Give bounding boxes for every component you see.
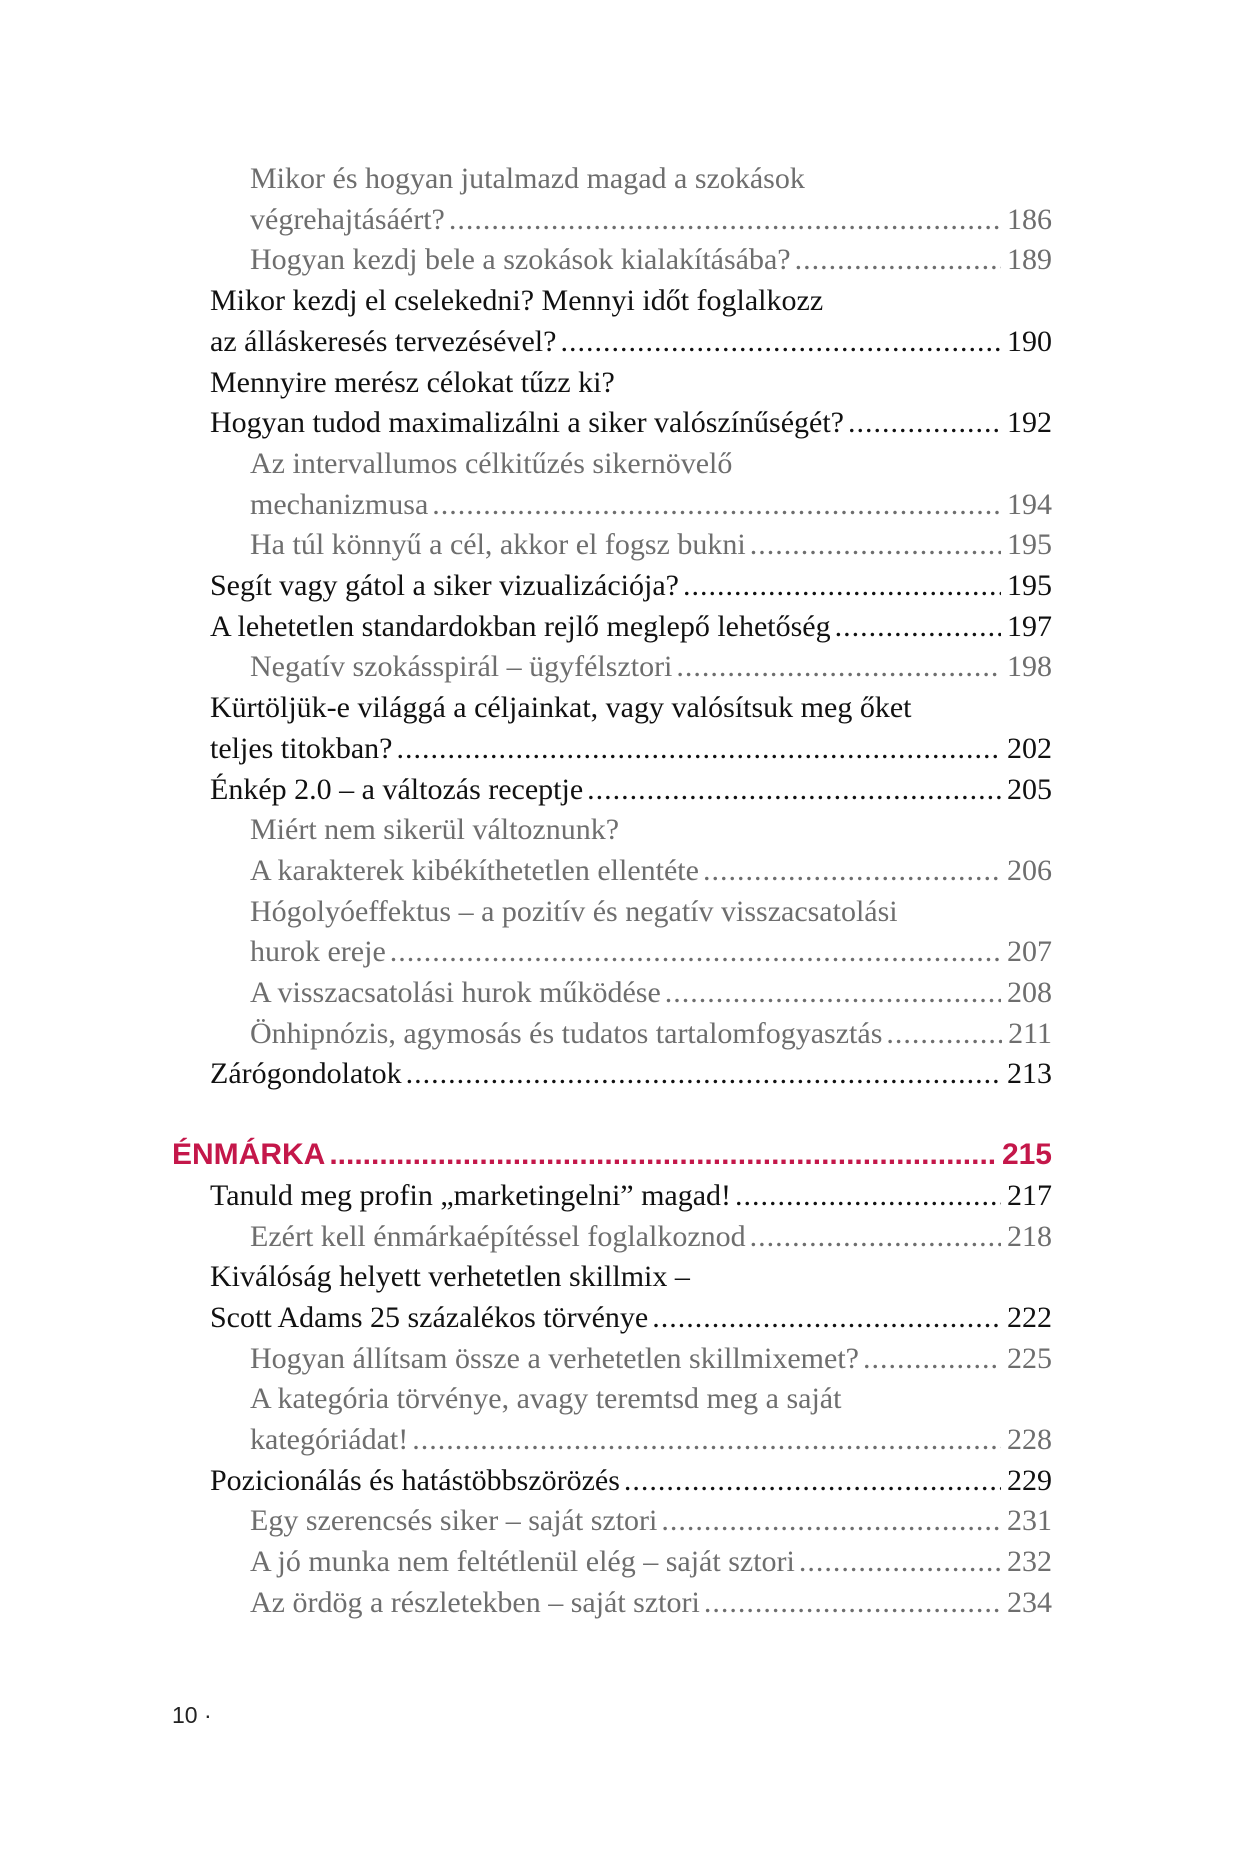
toc-entry-title: Pozicionálás és hatástöbbszörözés [210,1464,620,1497]
toc-entry [210,1297,1052,1339]
toc-leader-dots [432,484,1001,526]
toc-entry [210,1460,1052,1502]
toc-entry [250,1500,1052,1542]
toc-leader-dots [835,606,1001,648]
toc-entry [250,524,1052,566]
toc-leader-dots [750,524,1001,566]
toc-entry-title: Zárógondolatok [210,1057,402,1090]
toc-entry [210,1053,1052,1095]
toc-page-number: 197 [1007,610,1052,643]
toc-page-number: 213 [1007,1057,1052,1090]
toc-page-number: 211 [1008,1017,1052,1050]
toc-entry-title: hurok ereje [250,935,386,968]
toc-entry [210,565,1052,607]
toc-leader-dots [863,1338,1001,1380]
toc-leader-dots [652,1297,1001,1339]
toc-entry-title: Ezért kell énmárkaépítéssel foglalkoznod [250,1220,746,1253]
toc-entry [250,158,805,200]
toc-entry-title: Kiválóság helyett verhetetlen skillmix – [210,1260,690,1293]
toc-entry-title: Segít vagy gátol a siker vizualizációja? [210,569,679,602]
toc-page-number: 229 [1007,1464,1052,1497]
toc-page-number: 208 [1007,976,1052,1009]
toc-leader-dots [665,972,1001,1014]
toc-page-number: 228 [1007,1423,1052,1456]
toc-entry-title: Hogyan kezdj bele a szokások kialakításába? [250,243,791,276]
toc-page-number: 195 [1007,528,1052,561]
toc-entry [250,1419,1052,1461]
toc-leader-dots [750,1216,1001,1258]
toc-page-number: 215 [1001,1138,1052,1171]
toc-entry [250,199,1052,241]
toc-entry [250,1216,1052,1258]
toc-entry-title: A jó munka nem feltétlenül elég – saját sztori [250,1545,795,1578]
toc-page-number: 192 [1007,406,1052,439]
toc-leader-dots [406,1053,1001,1095]
toc-entry-title: Hogyan tudod maximalizálni a siker valószínűségét? [210,406,844,439]
toc-entry [210,402,1052,444]
toc-page-number: 202 [1007,732,1052,765]
toc-entry [250,1013,1052,1055]
toc-entry [250,931,1052,973]
toc-leader-dots [661,1500,1001,1542]
toc-entry [210,1175,1052,1217]
toc-entry [250,809,619,851]
toc-entry-title: Ha túl könnyű a cél, akkor el fogsz bukni [250,528,746,561]
toc-entry [210,769,1052,811]
toc-entry [210,606,1052,648]
toc-entry-title: Az intervallumos célkitűzés sikernövelő [250,447,733,480]
toc-entry-title: Miért nem sikerül változnunk? [250,813,620,846]
toc-entry [250,646,1052,688]
toc-entry-title: mechanizmusa [250,488,429,521]
toc-entry-title: A lehetetlen standardokban rejlő meglepő lehetőség [210,610,831,643]
toc-leader-dots [799,1541,1001,1583]
toc-entry-title: Tanuld meg profin „marketingelni” magad! [210,1179,732,1212]
toc-entry-title: Scott Adams 25 százalékos törvénye [210,1301,649,1334]
toc-entry [210,280,823,322]
toc-entry [250,443,732,485]
toc-leader-dots [329,1134,996,1176]
toc-entry-title: Önhipnózis, agymosás és tudatos tartalomfogyasztás [250,1017,883,1050]
toc-leader-dots [587,769,1001,811]
toc-entry-title: A visszacsatolási hurok működése [250,976,661,1009]
toc-page-number: 190 [1007,325,1052,358]
toc-entry-title: Mikor kezdj el cselekedni? Mennyi időt foglalkozz [210,284,824,317]
toc-page-number: 234 [1007,1586,1052,1619]
toc-entry [250,1582,1052,1624]
toc-page-number: 186 [1007,203,1052,236]
toc-leader-dots [848,402,1001,444]
toc-leader-dots [412,1419,1001,1461]
toc-entry-title: Mikor és hogyan jutalmazd magad a szokások [250,162,805,195]
toc-entry-title: Az ördög a részletekben – saját sztori [250,1586,700,1619]
toc-entry-title: teljes titokban? [210,732,393,765]
toc-entry-title: végrehajtásáért? [250,203,445,236]
toc-entry-title: Mennyire merész célokat tűzz ki? [210,366,615,399]
toc-entry [210,362,615,404]
toc-page-number: 206 [1007,854,1052,887]
toc-section-heading [172,1134,1052,1176]
toc-entry-title: Hógolyóeffektus – a pozitív és negatív visszacsatolási [250,895,898,928]
toc-leader-dots [683,565,1001,607]
toc-page-number: 194 [1007,488,1052,521]
toc-page-number: 225 [1007,1342,1052,1375]
toc-entry-title: Énkép 2.0 – a változás receptje [210,773,584,806]
toc-entry [210,728,1052,770]
toc-leader-dots [449,199,1001,241]
toc-page-number: 231 [1007,1504,1052,1537]
toc-page-number: 222 [1007,1301,1052,1334]
toc-entry-title: Kürtöljük-e világgá a céljainkat, vagy valósítsuk meg őket [210,691,912,724]
toc-entry [250,484,1052,526]
toc-entry-title: A karakterek kibékíthetetlen ellentéte [250,854,699,887]
toc-leader-dots [560,321,1001,363]
toc-entry [250,850,1052,892]
toc-entry [250,891,898,933]
toc-leader-dots [703,850,1001,892]
toc-entry [210,1256,690,1298]
toc-entry [210,687,911,729]
toc-entry-title: Hogyan állítsam össze a verhetetlen skillmixemet? [250,1342,859,1375]
toc-entry-title: Egy szerencsés siker – saját sztori [250,1504,658,1537]
toc-leader-dots [676,646,1001,688]
toc-leader-dots [396,728,1001,770]
toc-page-number: 218 [1007,1220,1052,1253]
toc-entry-title: ÉNMÁRKA [172,1138,326,1171]
toc-page-number: 198 [1007,650,1052,683]
toc-page-number: 195 [1007,569,1052,602]
toc-leader-dots [704,1582,1001,1624]
toc-entry-title: az álláskeresés tervezésével? [210,325,557,358]
toc-leader-dots [795,239,1001,281]
toc-entry-title: Negatív szokásspirál – ügyfélsztori [250,650,673,683]
toc-entry-title: kategóriádat! [250,1423,409,1456]
toc-entry [250,972,1052,1014]
toc-page-number: 189 [1007,243,1052,276]
toc-leader-dots [624,1460,1001,1502]
toc-entry [250,1338,1052,1380]
toc-leader-dots [735,1175,1001,1217]
toc-page-number: 217 [1007,1179,1052,1212]
toc-page-number: 205 [1007,773,1052,806]
toc-entry-title: A kategória törvénye, avagy teremtsd meg a saját [250,1382,842,1415]
toc-leader-dots [390,931,1001,973]
toc-page-number: 207 [1007,935,1052,968]
toc-leader-dots [886,1013,1002,1055]
toc-page-number: 232 [1007,1545,1052,1578]
toc-entry [250,1378,841,1420]
toc-entry [250,1541,1052,1583]
toc-entry [210,321,1052,363]
page-number: 10 · [172,1702,212,1728]
toc-entry [250,239,1052,281]
